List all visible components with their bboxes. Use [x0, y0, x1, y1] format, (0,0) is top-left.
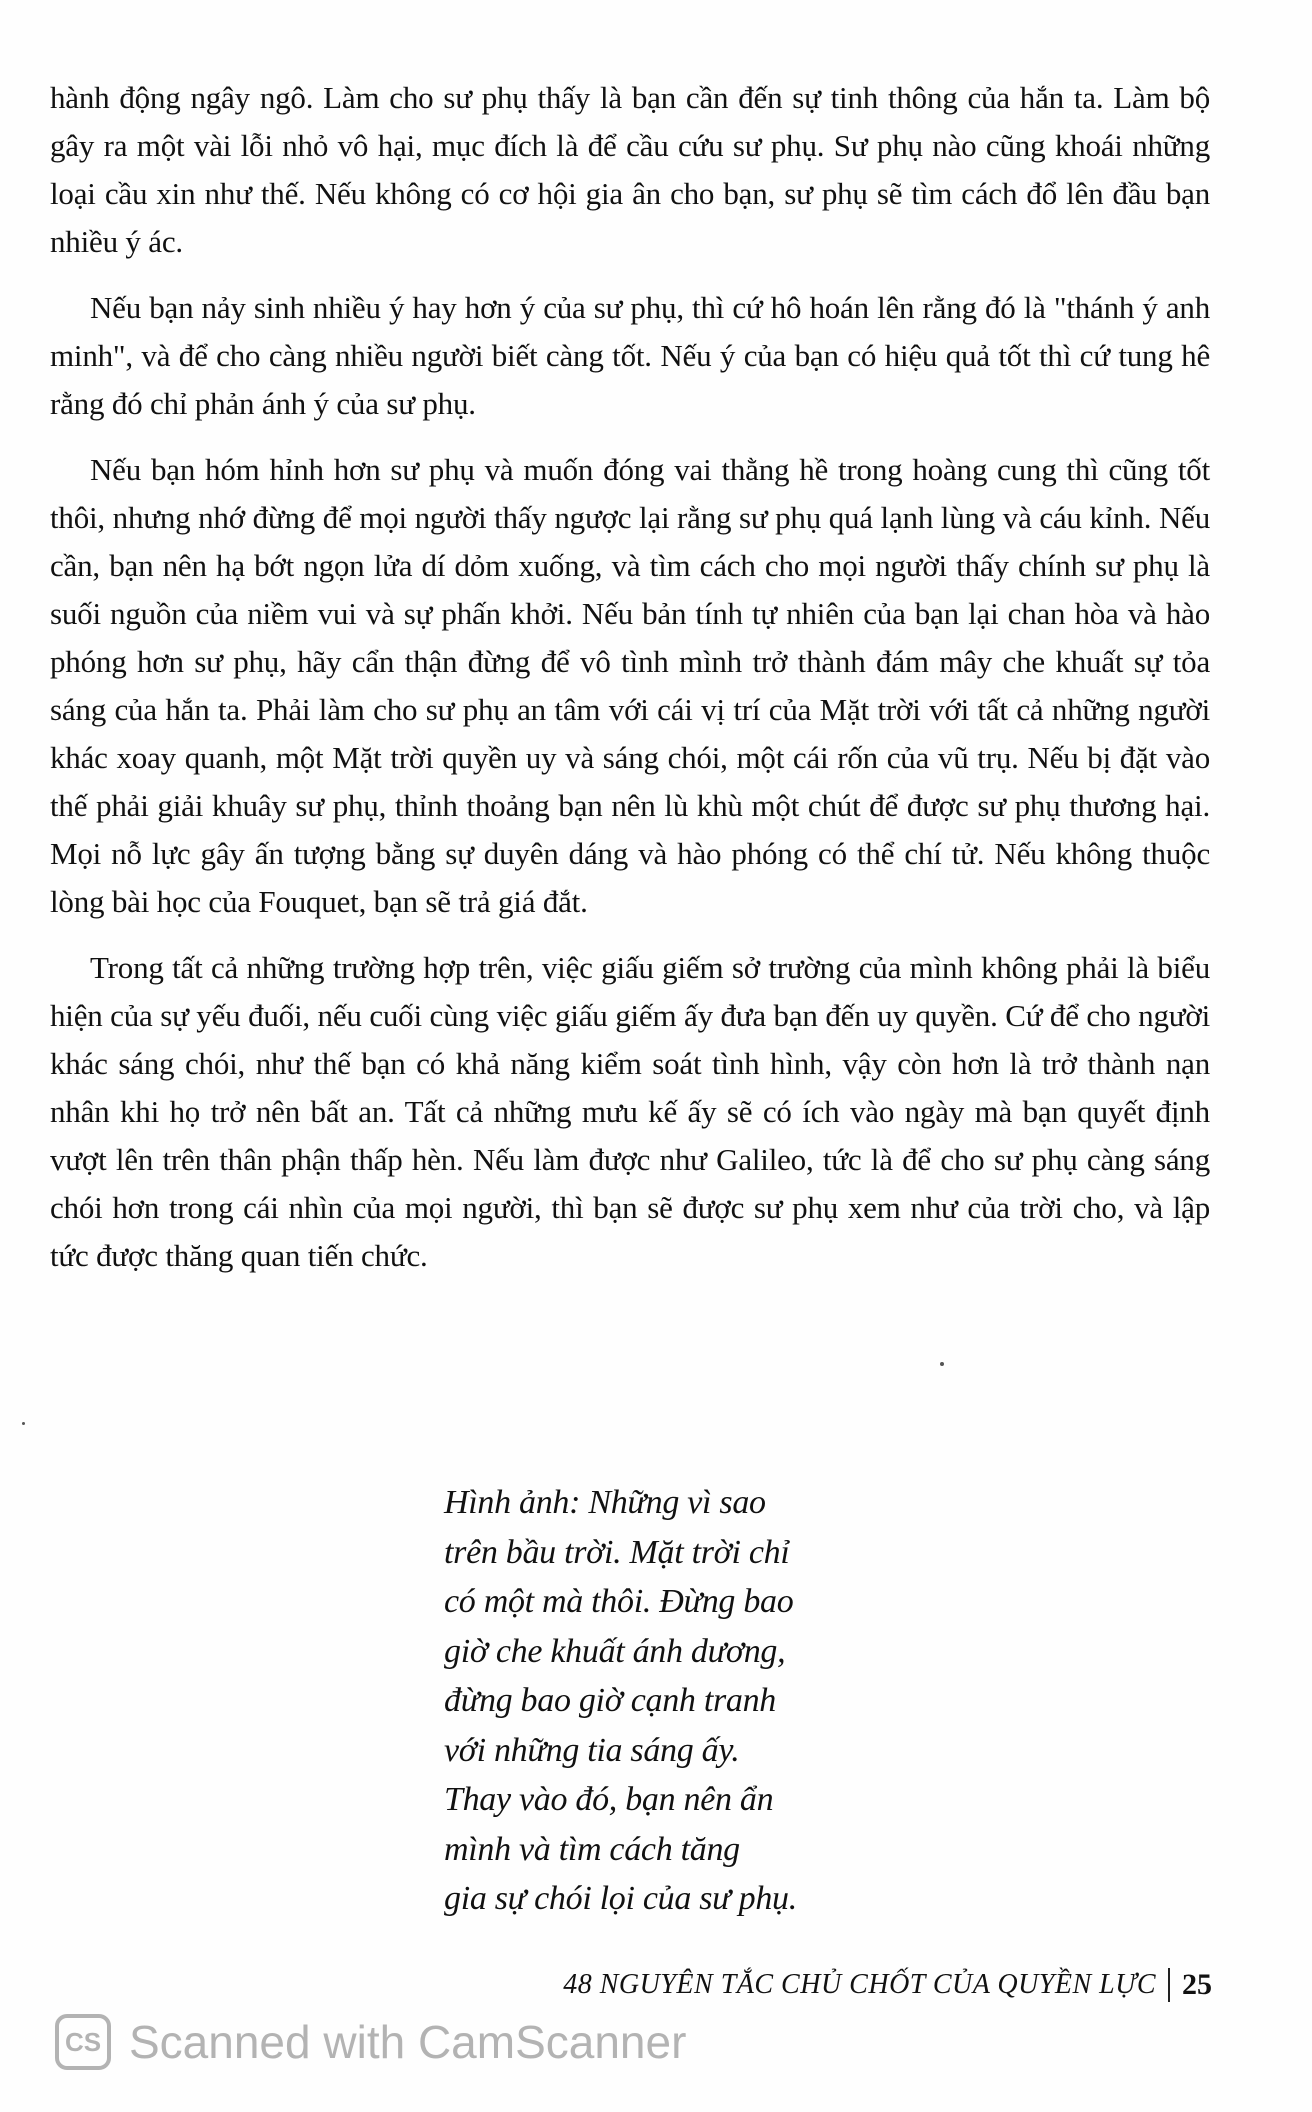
page-number: 25 — [1182, 1968, 1212, 2001]
image-caption: Hình ảnh: Những vì sao trên bầu trời. Mặt trời chỉ có một mà thôi. Đừng bao giờ che khuất ánh dương, đừng bao giờ cạnh tranh với những tia sáng ấy. Thay vào đó, bạn nên ẩn mình và tìm cách tăng gia sự chói lọi của sư phụ. — [444, 1484, 797, 1917]
paragraph-2: Nếu bạn nảy sinh nhiều ý hay hơn ý của sư phụ, thì cứ hô hoán lên rằng đó là "thánh ý anh minh", và để cho càng nhiều người biết càng tốt. Nếu ý của bạn có hiệu quả tốt thì cứ tung hê rằng đó chỉ phản ánh ý của sư phụ. — [50, 290, 1210, 421]
paragraph-3: Nếu bạn hóm hỉnh hơn sư phụ và muốn đóng vai thằng hề trong hoàng cung thì cũng tốt thôi, nhưng nhớ đừng để mọi người thấy ngược lại rằng sư phụ quá lạnh lùng và cáu kỉnh. Nếu cần, bạn nên hạ bớt ngọn lửa dí dỏm xuống, và tìm cách cho mọi người thấy chính sư phụ là suối nguồn của niềm vui và sự phấn khởi. Nếu bản tính tự nhiên của bạn lại chan hòa và hào phóng hơn sư phụ, hãy cẩn thận đừng để vô tình mình trở thành đám mây che khuất sự tỏa sáng của hắn ta. Phải làm cho sư phụ an tâm với cái vị trí của Mặt trời với tất cả những người khác xoay quanh, một Mặt trời quyền uy và sáng chói, một cái rốn của vũ trụ. Nếu bị đặt vào thế phải giải khuây sư phụ, thỉnh thoảng bạn nên lù khù một chút để được sư phụ thương hại. Mọi nỗ lực gây ấn tượng bằng sự duyên dáng và hào phóng có thể chí tử. Nếu không thuộc lòng bài học của Fouquet, bạn sẽ trả giá đắt. — [50, 452, 1210, 919]
watermark-text: Scanned with CamScanner — [129, 2016, 687, 2068]
scan-speck — [22, 1422, 25, 1425]
camscanner-watermark — [55, 2014, 686, 2070]
running-title: 48 NGUYÊN TẮC CHỦ CHỐT CỦA QUYỀN LỰC — [563, 1969, 1156, 2000]
footer-divider — [1168, 1968, 1170, 2002]
body-text — [50, 74, 1210, 1298]
paragraph-4: Trong tất cả những trường hợp trên, việc giấu giếm sở trường của mình không phải là biểu hiện của sự yếu đuối, nếu cuối cùng việc giấu giếm ấy đưa bạn đến uy quyền. Cứ để cho người khác sáng chói, như thế bạn có khả năng kiểm soát tình hình, vậy còn hơn là trở thành nạn nhân khi họ trở nên bất an. Tất cả những mưu kế ấy sẽ có ích vào ngày mà bạn quyết định vượt lên trên thân phận thấp hèn. Nếu làm được như Galileo, tức là để cho sư phụ càng sáng chói hơn trong cái nhìn của mọi người, thì bạn sẽ được sư phụ xem như của trời cho, và lập tức được thăng quan tiến chức. — [50, 950, 1210, 1273]
scan-speck — [940, 1362, 944, 1366]
page-footer — [563, 1968, 1212, 2002]
paragraph-1: hành động ngây ngô. Làm cho sư phụ thấy là bạn cần đến sự tinh thông của hắn ta. Làm bộ gây ra một vài lỗi nhỏ vô hại, mục đích là để cầu cứu sư phụ. Sư phụ nào cũng khoái những loại cầu xin như thế. Nếu không có cơ hội gia ân cho bạn, sư phụ sẽ tìm cách đổ lên đầu bạn nhiều ý ác. — [50, 80, 1210, 259]
camscanner-logo-icon: CS — [55, 2014, 111, 2070]
